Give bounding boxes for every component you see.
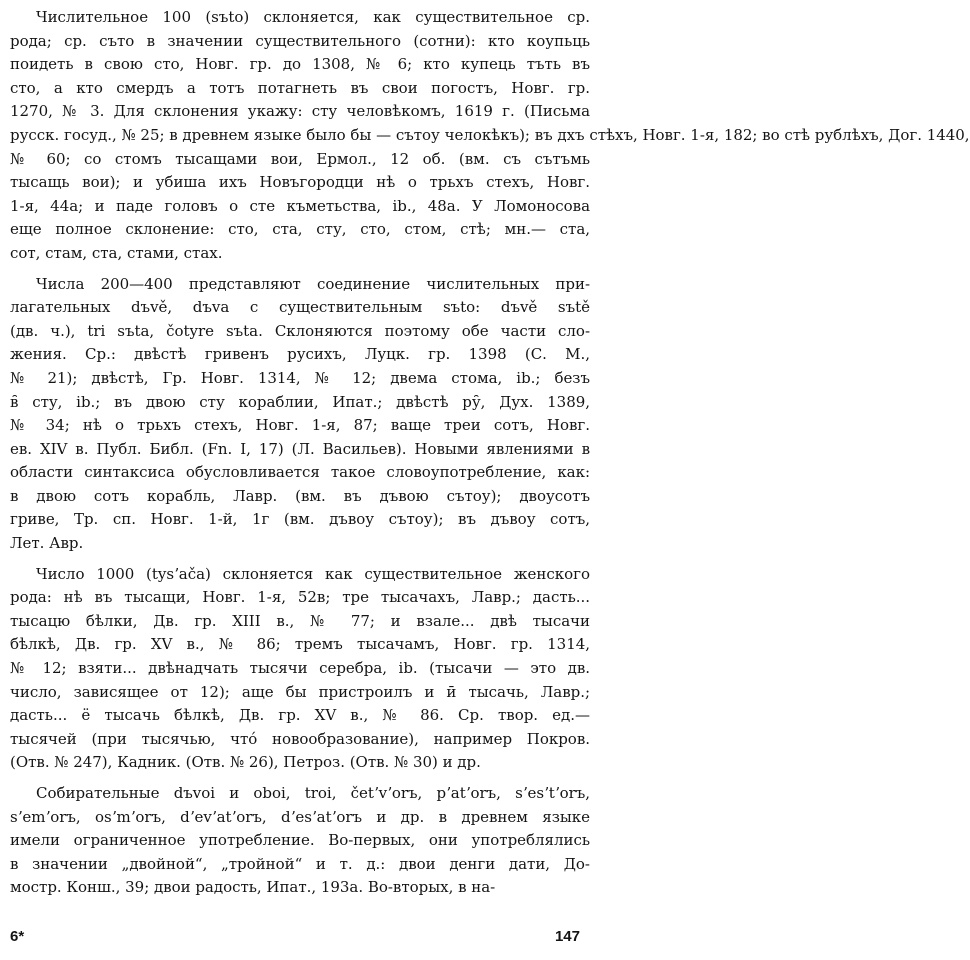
paragraph — [10, 273, 590, 556]
text-line: бѣлкѣ, Дв. гр. XV в., № 86; тремъ тысачамъ, Новг. гр. 1314, — [10, 635, 590, 654]
text-line: в двою сотъ корабль, Лавр. (вм. въ дъвою сътоу); двоусотъ — [10, 486, 590, 505]
paragraph — [10, 563, 590, 775]
text-line: гриве, Тр. сп. Новг. 1-й, 1г (вм. дъвоу сътоу); въ дъвоу сотъ, — [10, 510, 590, 529]
text-line: жения. Ср.: двѣстѣ гривенъ русихъ, Луцк. гр. 1398 (С. М., — [10, 345, 590, 364]
text-line: имели ограниченное употребление. Во-первых, они употреблялись — [10, 831, 590, 850]
text-line: области синтаксиса обусловливается такое словоупотребление, как: — [10, 463, 590, 482]
text-line: № 12; взяти... двѣнадчать тысячи серебра, ib. (тысачи — это дв. — [10, 659, 590, 678]
text-line: 1-я, 44а; и паде головъ о сте къметьства, ib., 48а. У Ломоносова — [10, 196, 590, 215]
text-line: в значении „двойной“, „тройной“ и т. д.: двои денги дати, До- — [10, 854, 590, 873]
text-line: Числа 200—400 представляют соединение числительных при- — [36, 274, 590, 293]
text-line: (Отв. № 247), Кадник. (Отв. № 26), Петроз. (Отв. № 30) и др. — [10, 753, 481, 772]
text-line: сот, стам, ста, стами, стах. — [10, 243, 223, 262]
page-footer — [10, 928, 580, 950]
text-line: мостр. Конш., 39; двои радость, Ипат., 193а. Во-вторых, в на- — [10, 878, 496, 897]
text-line: рода: нѣ въ тысащи, Новг. 1-я, 52в; тре тысачахъ, Лавр.; дасть... — [10, 588, 590, 607]
text-line: число, зависящее от 12); аще бы пристроилъ и ӣ тысачь, Лавр.; — [10, 682, 590, 701]
text-line: еще полное склонение: сто, ста, сту, сто, стом, стѣ; мн.— ста, — [10, 220, 590, 239]
text-line: в̑ сту, ib.; въ двою сту кораблии, Ипат.; двѣстѣ ру̑, Дух. 1389, — [10, 392, 590, 411]
text-line: дасть... ё тысачь бѣлкѣ, Дв. гр. XV в., № 86. Ср. твор. ед.— — [10, 706, 590, 725]
paragraph — [10, 782, 590, 900]
text-line: sʼemʼorъ, osʼmʼorъ, dʼevʼatʼorъ, dʼesʼatʼorъ и др. в древнем языке — [10, 807, 590, 826]
body-text — [10, 6, 970, 900]
text-line: № 60; со стомъ тысащами вои, Ермол., 12 об. (вм. съ сътъмь — [10, 149, 590, 168]
signature-mark: 6* — [10, 928, 25, 945]
text-line: ев. XIV в. Публ. Библ. (Fn. I, 17) (Л. Васильев). Новыми явлениями в — [10, 439, 590, 458]
text-line: русск. госуд., № 25; в древнем языке было бы — сътоу челокѣкъ); въ дхъ стѣхъ, Новг. 1-я, 182; во стѣ рублѣхъ, Дог. 1440, — [10, 125, 970, 144]
text-line: поидеть в свою сто, Новг. гр. до 1308, № 6; кто купець тъть въ — [10, 55, 590, 74]
text-line: 1270, № 3. Для склонения укажу: сту человѣкомъ, 1619 г. (Письма — [10, 102, 590, 121]
text-line: № 21); двѣстѣ, Гр. Новг. 1314, № 12; двема стома, ib.; безъ — [10, 368, 590, 387]
text-line: рода; ср. съто в значении существительного (сотни): кто коупьць — [10, 31, 590, 50]
text-line: тысацю бѣлки, Дв. гр. XIII в., № 77; и взале... двѣ тысачи — [10, 611, 590, 630]
page-number: 147 — [554, 928, 580, 945]
text-line: лагательных dъvě, dъva с существительным sъto: dъvě sъtě — [10, 298, 590, 317]
text-line: Число 1000 (tysʼača) склоняется как существительное женского — [36, 564, 590, 583]
text-line: (дв. ч.), tri sъta, čotyre sъta. Склоняются поэтому обе части сло- — [10, 321, 590, 340]
text-line: № 34; нѣ о трьхъ стехъ, Новг. 1-я, 87; ваще треи сотъ, Новг. — [10, 416, 590, 435]
text-line: Числительное 100 (sъto) склоняется, как существительное ср. — [36, 8, 590, 26]
text-line: Лет. Авр. — [10, 534, 84, 553]
text-line: Собирательные dъvoi и oboi, troi, četʼvʼorъ, pʼatʼorъ, sʼesʼtʼorъ, — [36, 784, 590, 802]
text-line: сто, а кто смердъ а тотъ потагнеть въ свои погостъ, Новг. гр. — [10, 78, 590, 97]
text-line: тысячей (при тысячью, чтó новообразование), например Покров. — [10, 729, 590, 748]
paragraph — [10, 6, 970, 266]
text-line: тысащь вои); и убиша ихъ Новъгородци нѣ о трьхъ стехъ, Новг. — [10, 173, 590, 192]
